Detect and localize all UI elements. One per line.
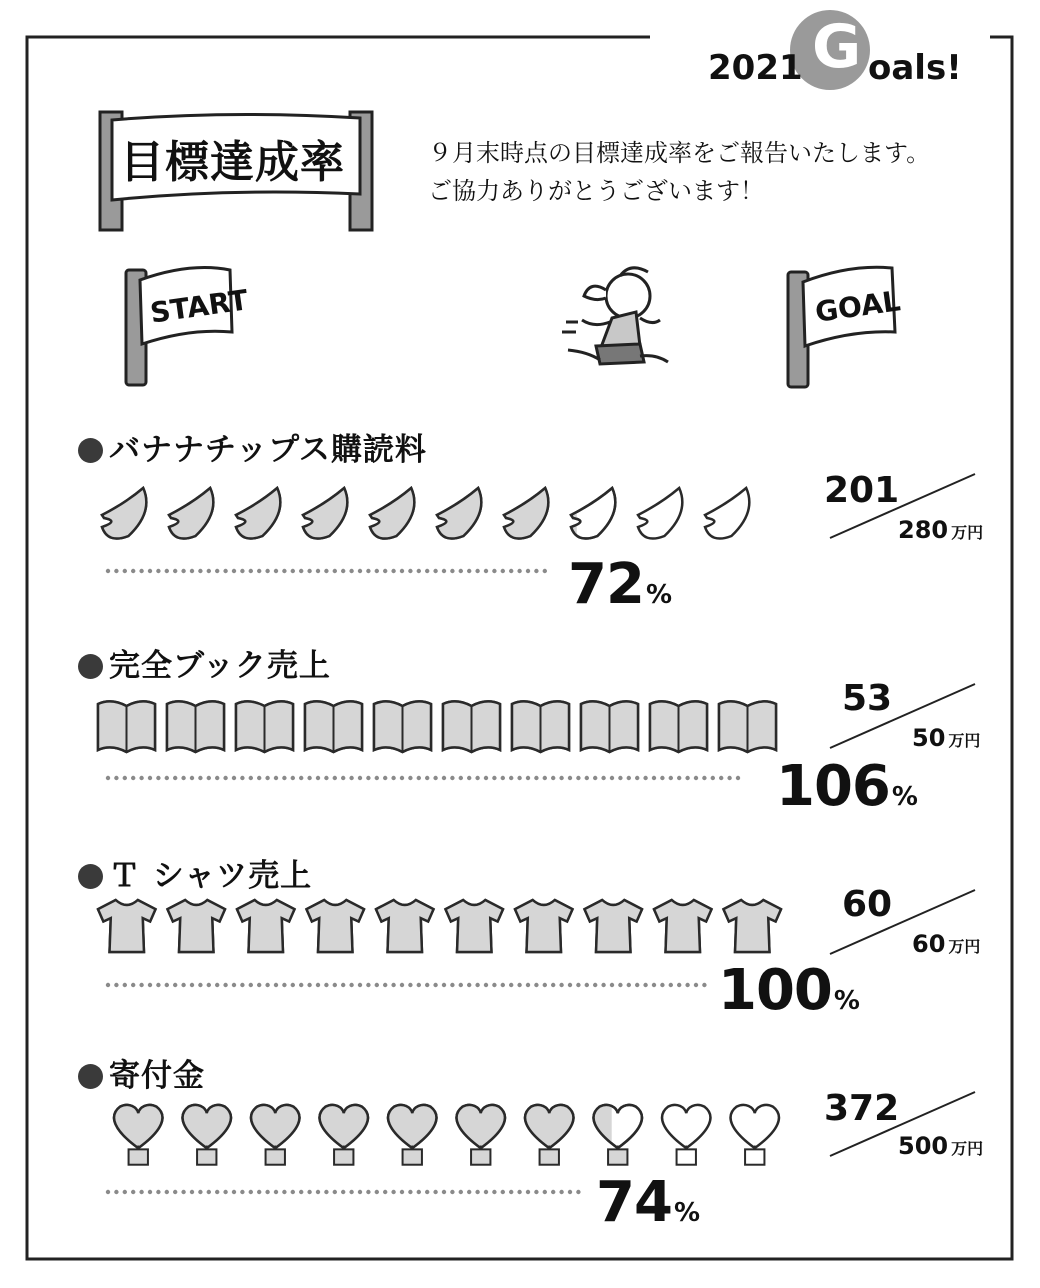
book-icon [374,701,431,752]
running-girl-illustration [562,268,668,364]
book-icon [305,701,362,752]
tshirt-icon [446,900,504,952]
banana-icon [504,488,548,539]
book-icon [512,701,569,752]
tshirt-icon [307,900,365,952]
banana-icon [169,488,213,539]
target-amount: 60 万円 [912,930,981,958]
target-amount: 280 万円 [898,516,984,544]
brand-year: 2021 [708,48,803,88]
banana-icon [370,488,414,539]
tshirt-icon [724,900,782,952]
dotted-leader [106,569,547,573]
book-icon [719,701,776,752]
achievement-percent: 74% [596,1170,699,1235]
bullet-icon [78,864,103,889]
dotted-leader [106,1190,581,1194]
bullet-icon [78,654,103,679]
heart-icon [662,1105,710,1165]
goal-flag [788,267,895,387]
start-label: START [148,283,250,330]
tshirt-icon [585,900,643,952]
book-icon [167,701,224,752]
target-amount: 500 万円 [898,1132,984,1160]
actual-amount: 201 [824,470,900,511]
section-title-book-sales: 完全ブック売上 [78,640,331,685]
book-icon [650,701,707,752]
intro-message [428,134,930,210]
bullet-icon [78,438,103,463]
heart-icon [457,1105,505,1165]
target-amount: 50 万円 [912,724,981,752]
dotted-leader [106,776,740,780]
heart-icon [320,1105,368,1165]
page-title: 目標達成率 [120,137,345,188]
tshirt-icon [376,900,434,952]
heart-icon [525,1105,573,1165]
intro-line-1: ９月末時点の目標達成率をご報告いたします。 [428,139,931,167]
banana-icon [236,488,280,539]
tshirt-icon [515,900,573,952]
goal-label: GOAL [813,284,903,329]
heart-icon [731,1105,779,1165]
banana-icon [437,488,481,539]
achievement-percent: 106% [776,754,917,819]
book-icon [581,701,638,752]
intro-line-2: ご協力ありがとうございます！ [428,177,764,205]
section-title-banana-chips: バナナチップス購読料 [78,424,427,469]
section-title-donations: 寄付金 [78,1050,205,1095]
brand-text: oals! [868,48,962,88]
bullet-icon [78,1064,103,1089]
achievement-percent: 72% [568,552,671,617]
brand-initial: G [812,12,862,82]
heart-icon [114,1105,162,1165]
heart-icon [388,1105,436,1165]
banana-icon [705,488,749,539]
tshirt-icon [168,900,226,952]
book-icon [98,701,155,752]
actual-amount: 53 [842,678,893,719]
dotted-leader [106,983,707,987]
start-flag [126,268,232,385]
heart-icon [251,1105,299,1165]
banana-icon [571,488,615,539]
book-icon [443,701,500,752]
actual-amount: 372 [824,1088,900,1129]
tshirt-icon [98,900,156,952]
banana-icon [102,488,146,539]
banana-icon [303,488,347,539]
book-icon [236,701,293,752]
heart-icon [183,1105,231,1165]
achievement-percent: 100% [718,958,859,1023]
tshirt-icon [237,900,295,952]
section-title-tshirt-sales: Ｔ シャツ売上 [78,850,312,895]
banana-icon [638,488,682,539]
tshirt-icon [654,900,712,952]
heart-icon [594,1105,642,1165]
actual-amount: 60 [842,884,893,925]
